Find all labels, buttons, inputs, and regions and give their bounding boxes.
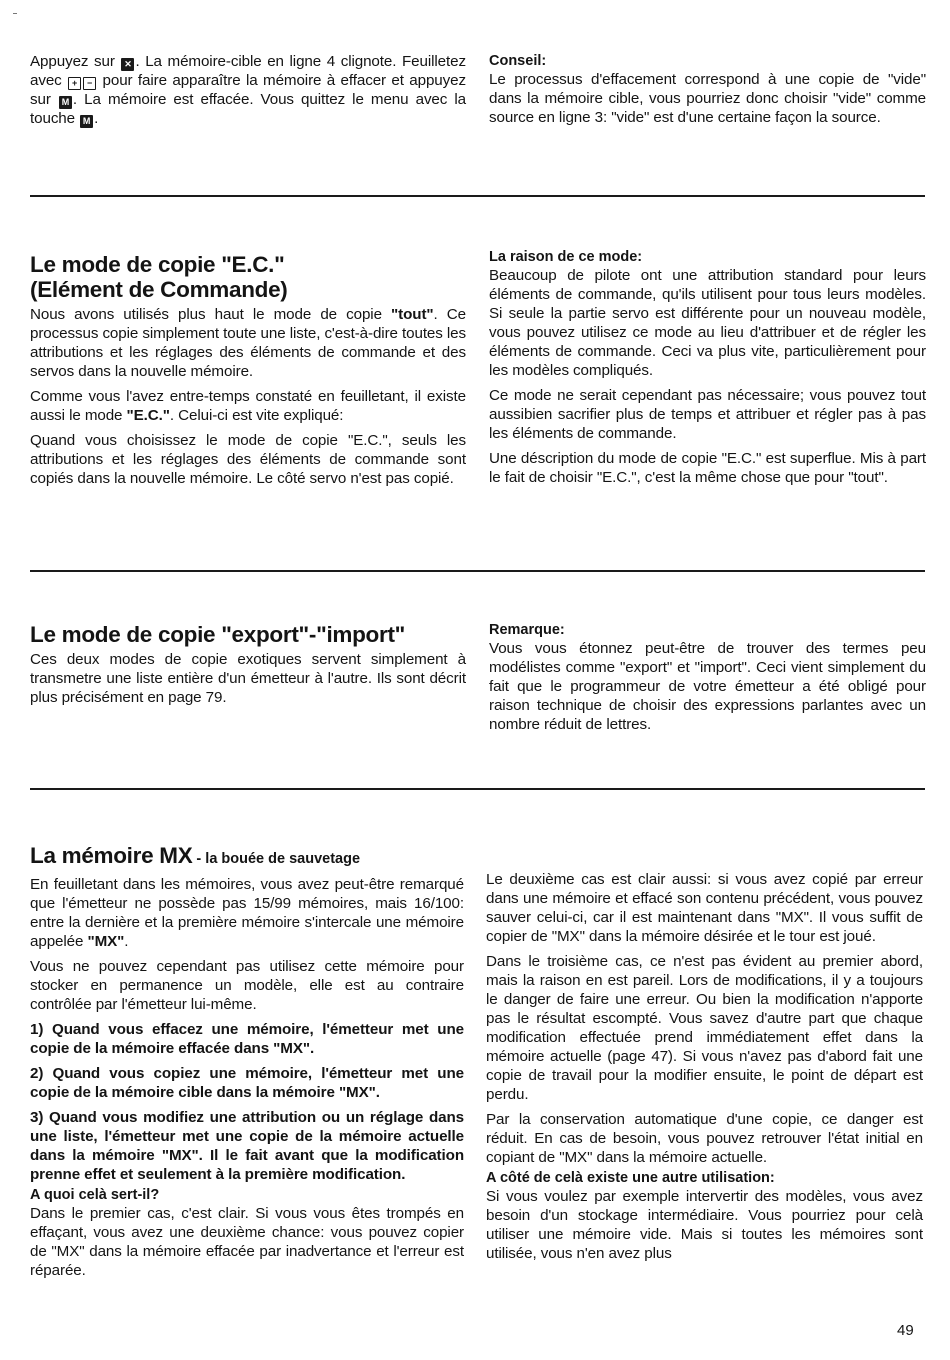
ec-paragraph — [30, 387, 466, 425]
text-fragment: . Celui-ci est vite expliqué: — [169, 407, 344, 424]
page-number: 49 — [897, 1322, 914, 1339]
text-fragment: Nous avons utilisés plus haut le mode de copie — [30, 306, 392, 323]
bold-term: "E.C." — [126, 407, 170, 424]
title-line: (Elément de Commande) — [30, 277, 288, 302]
title-line: Le mode de copie "E.C." — [30, 252, 285, 277]
section-divider — [30, 570, 925, 572]
text-fragment: . La mémoire-cible en ligne 4 clignote. Feuilletez avec — [30, 53, 466, 89]
mx-paragraph — [30, 875, 464, 951]
mx-question-heading: A quoi celà sert-il? — [30, 1187, 160, 1203]
mx-paragraph: Vous ne pouvez cependant pas utilisez cette mémoire pour stocker en permanence un modèle, elle est au contraire contrôlée par l'émetteur lui-même. — [30, 958, 464, 1013]
export-paragraph: Ces deux modes de copie exotiques servent simplement à transmetre une liste entière d'un émetteur à l'autre. Ils sont décrit plus précisément en page 79. — [30, 651, 466, 706]
m-key-icon: M — [80, 115, 93, 128]
corner-mark — [13, 13, 17, 14]
text-fragment: . — [94, 110, 99, 127]
mx-right-paragraph: Par la conservation automatique d'une copie, ce danger est réduit. En cas de besoin, vous pouvez retrouver l'état initial en copiant de "MX" dans la mémoire actuelle. — [486, 1111, 923, 1166]
mx-section-title — [30, 843, 464, 872]
export-right-column — [489, 621, 926, 740]
ec-right-heading: La raison de ce mode: — [489, 249, 643, 265]
text-fragment: . La mémoire est effacée. Vous quittez le menu avec la touche — [30, 91, 466, 127]
top-left-column — [30, 52, 466, 134]
export-section-title: Le mode de copie "export"-"import" — [30, 622, 406, 647]
top-right-column — [489, 52, 926, 133]
mx-case-1: 1) Quand vous effacez une mémoire, l'émetteur met une copie de la mémoire effacée dans "MX". — [30, 1021, 464, 1057]
text-fragment: Comme vous l'avez entre-temps constaté en feuilletant, il existe aussi le mode — [30, 388, 466, 424]
minus-key-icon: − — [83, 77, 96, 90]
mx-paragraph: Dans le premier cas, c'est clair. Si vous vous êtes trompés en effaçant, vous avez une deuxième chance: vous pouvez copier de "MX" dans la mémoire effacée par inadvertance et l'erreur est réparée. — [30, 1205, 464, 1279]
mx-right-paragraph: Si vous voulez par exemple intervertir des modèles, vous avez besoin d'un stockage intermédiaire. Vous pourriez pour celà utiliser une mémoire vide. Mais si toutes les mémoires sont utilisée, vous n'en avez plus — [486, 1188, 923, 1262]
title-sub: - la bouée de sauvetage — [192, 851, 361, 867]
ec-section-title — [30, 252, 466, 302]
title-main: La mémoire MX — [30, 843, 193, 868]
mx-case-3: 3) Quand vous modifiez une attribution ou un réglage dans une liste, l'émetteur met une copie de la mémoire actuelle dans la mémoire "MX". Il le fait avant que la modification prenne effet et seulement à la première modification. — [30, 1109, 464, 1183]
mx-left-column — [30, 843, 464, 1286]
m-key-icon: M — [59, 96, 72, 109]
ec-paragraph: Quand vous choisissez le mode de copie "E.C.", seuls les attributions et les réglages des éléments de commande sont copiés dans la nouvelle mémoire. Le côté servo n'est pas copié. — [30, 432, 466, 487]
mx-right-heading: A côté de celà existe une autre utilisation: — [486, 1170, 775, 1186]
ec-paragraph — [30, 305, 466, 381]
bold-term: "tout" — [391, 306, 434, 323]
text-fragment: . — [124, 933, 129, 950]
mx-right-column — [486, 870, 923, 1269]
mx-right-paragraph: Dans le troisième cas, ce n'est pas évident au premier abord, mais la raison en est pareil. Lors de modifications, il y a toujours le danger de faire une erreur. Ou bien la modification n'apporte pas le résultat escompté. Vous savez d'autre part que chaque modification effectuée prend immédiatement effet dans la mémoire actuelle (page 47). Si vous n'avez pas d'abord fait une copie de travail pour la modifier ensuite, le point de départ est perdu. — [486, 953, 923, 1103]
clear-key-icon: ✕ — [121, 58, 134, 71]
section-divider — [30, 788, 925, 790]
text-fragment: pour faire apparaître la mémoire à effacer et appuyez sur — [30, 72, 466, 108]
text-fragment: En feuilletant dans les mémoires, vous avez peut-être remarqué que l'émetteur ne possède pas 15/99 mémoires, mais 16/100: entre la dernière et la première mémoire s'intercale une mémoire appelée — [30, 876, 464, 950]
remarque-heading: Remarque: — [489, 622, 565, 638]
plus-key-icon: + — [68, 77, 81, 90]
conseil-paragraph: Le processus d'effacement correspond à une copie de "vide" dans la mémoire cible, vous pourriez donc choisir "vide" comme source en ligne 3: "vide" est d'une certaine façon la source. — [489, 71, 926, 126]
bold-term: "MX" — [87, 933, 125, 950]
export-left-column — [30, 622, 466, 713]
mx-case-2: 2) Quand vous copiez une mémoire, l'émetteur met une copie de la mémoire cible dans la mémoire "MX". — [30, 1065, 464, 1101]
mx-right-paragraph: Le deuxième cas est clair aussi: si vous avez copié par erreur dans une mémoire et effacé son contenu précédent, vous pouvez sauver celui-ci, car il est maintenant dans "MX". Il vous suffit de copier de "MX" dans la mémoire désirée et le tour est joué. — [486, 871, 923, 945]
text-fragment: . Ce processus copie simplement toute une liste, c'est-à-dire toutes les attributions et les réglages des éléments de commande et des servos dans la nouvelle mémoire. — [30, 306, 467, 380]
ec-left-column — [30, 252, 466, 494]
section-divider — [30, 195, 925, 197]
text-fragment: Appuyez sur — [30, 53, 115, 70]
ec-right-paragraph: Une déscription du mode de copie "E.C." est superflue. Mis à part le fait de choisir "E.C.", c'est la même chose que pour "tout". — [489, 450, 926, 486]
ec-right-paragraph: Ce mode ne serait cependant pas nécessaire; vous pouvez tout aussibien sacrifier plus de temps et attribuer et régler pas à pas les éléments de commande. — [489, 387, 926, 442]
conseil-heading: Conseil: — [489, 53, 547, 69]
ec-right-column — [489, 248, 926, 493]
top-left-paragraph — [30, 52, 466, 128]
remarque-paragraph: Vous vous étonnez peut-être de trouver des termes peu modélistes comme "export" et "import". Ceci vient simplement du fait que le programmeur de votre émetteur a été obligé pour raison technique de choisir des expressions parlantes avec un nombre réduit de lettres. — [489, 640, 926, 733]
ec-right-paragraph: Beaucoup de pilote ont une attribution standard pour leurs éléments de commande, qu'ils utilisent pour tous leurs modèles. Si seule la partie servo est différente pour un nouveau modèle, vous pouvez utilisez ce mode au lieu d'attribuer et de régler les éléments de commande. Ceci va plus vite, particulièrement pour les modèles compliqués. — [489, 267, 926, 379]
